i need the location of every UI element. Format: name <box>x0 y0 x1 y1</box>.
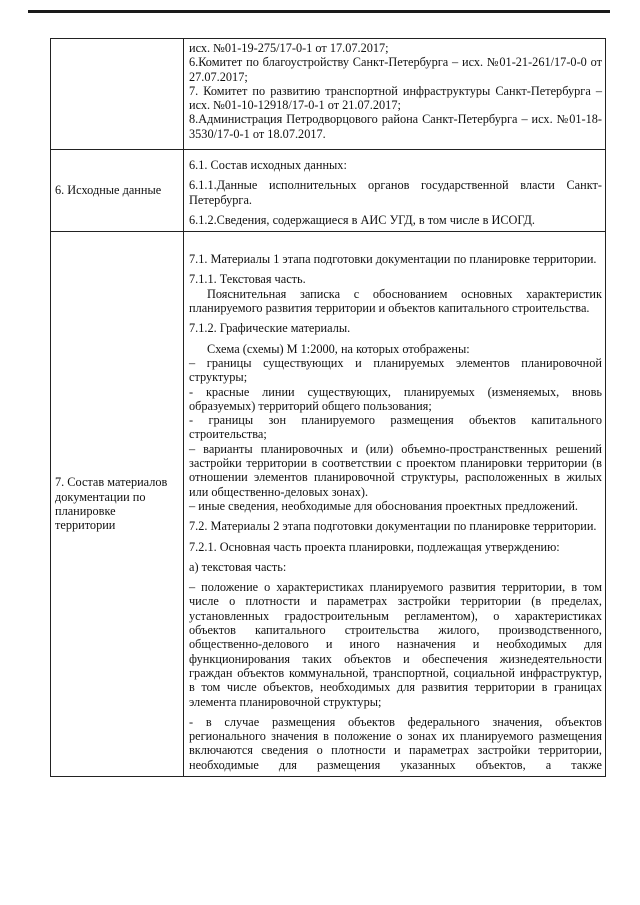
row-content-cell <box>184 232 606 777</box>
paragraph: Пояснительная записка с обоснованием основных характеристик планируемого развития территории и объектов капитального строительства. <box>189 286 602 316</box>
paragraph: – варианты планировочных и (или) объемно-пространственных решений застройки территории в соответствии с проектом планировки территории (в отношении элементов планировочной структуры, расположенных в жилых или общественно-деловых зонах). <box>189 441 602 499</box>
paragraph: – положение о характеристиках планируемого развития территории, в том числе о плотности и параметрах застройки территории (в пределах, установленных градостроительным регламентом), о характеристиках объектов капитального строительства жилого, производственного, общественно-делового и иного назначения и необходимых для функционирования таких объектов и обеспечения жизнедеятельности граждан объектов коммунальной, транспортной, социальной инфраструктур, в том числе объектов, необходимых для развития территории в границах элемента планировочной структуры; <box>189 580 602 709</box>
paragraph: 7. Комитет по развитию транспортной инфраструктуры Санкт-Петербурга – исх. №01-10-12918/17-0-1 от 21.07.2017; <box>189 83 602 113</box>
paragraph: 7.1.1. Текстовая часть. <box>189 272 306 287</box>
paragraph: 7.2. Материалы 2 этапа подготовки документации по планировке территории. <box>189 519 597 534</box>
row-label-cell <box>51 150 184 232</box>
paragraph: – иные сведения, необходимые для обоснования проектных предложений. <box>189 498 578 513</box>
row-label-cell <box>51 232 184 777</box>
paragraph: исх. №01-19-275/17-0-1 от 17.07.2017; <box>189 41 389 55</box>
table-row <box>51 39 606 150</box>
paragraph: 7.1.2. Графические материалы. <box>189 321 351 336</box>
paragraph: - границы зон планируемого размещения объектов капитального строительства; <box>189 413 602 442</box>
paragraph: 6.1. Состав исходных данных: <box>189 158 347 172</box>
paragraph: 8.Администрация Петродворцового района Санкт-Петербурга – исх. №01-18-3530/17-0-1 от 18.07.2017. <box>189 112 602 141</box>
paragraph: 7.2.1. Основная часть проекта планировки, подлежащая утверждению: <box>189 539 560 554</box>
paragraph: 6.Комитет по благоустройству Санкт-Петербурга – исх. №01-21-261/17-0-0 от 27.07.2017; <box>189 55 602 84</box>
paragraph: - красные линии существующих, планируемых (изменяемых, вновь образуемых) территорий общего пользования; <box>189 384 602 413</box>
paragraph: – границы существующих и планируемых элементов планировочной структуры; <box>189 355 602 385</box>
paragraph: а) текстовая часть: <box>189 559 287 574</box>
row-content-cell <box>184 150 606 232</box>
top-rule <box>28 10 610 13</box>
paragraph: 6.1.1.Данные исполнительных органов государственной власти Санкт-Петербурга. <box>189 178 602 207</box>
row-label-cell <box>51 39 184 150</box>
row-label: 7. Состав материалов документации по планировке территории <box>55 475 168 533</box>
paragraph: Схема (схемы) М 1:2000, на которых отображены: <box>207 341 470 356</box>
row-label: 6. Исходные данные <box>55 183 162 198</box>
requirements-table <box>50 38 606 777</box>
table-row <box>51 150 606 232</box>
paragraph: 7.1. Материалы 1 этапа подготовки документации по планировке территории. <box>189 252 597 267</box>
paragraph: 6.1.2.Сведения, содержащиеся в АИС УГД, в том числе в ИСОГД. <box>189 212 535 227</box>
row-content-cell <box>184 39 606 150</box>
paragraph: - в случае размещения объектов федерального значения, объектов регионального значения в положение о зонах их планируемого размещения включаются сведения о плотности и параметрах застройки территории, необходимые для размещения указанных объектов, а также <box>189 714 602 772</box>
table-row <box>51 232 606 777</box>
